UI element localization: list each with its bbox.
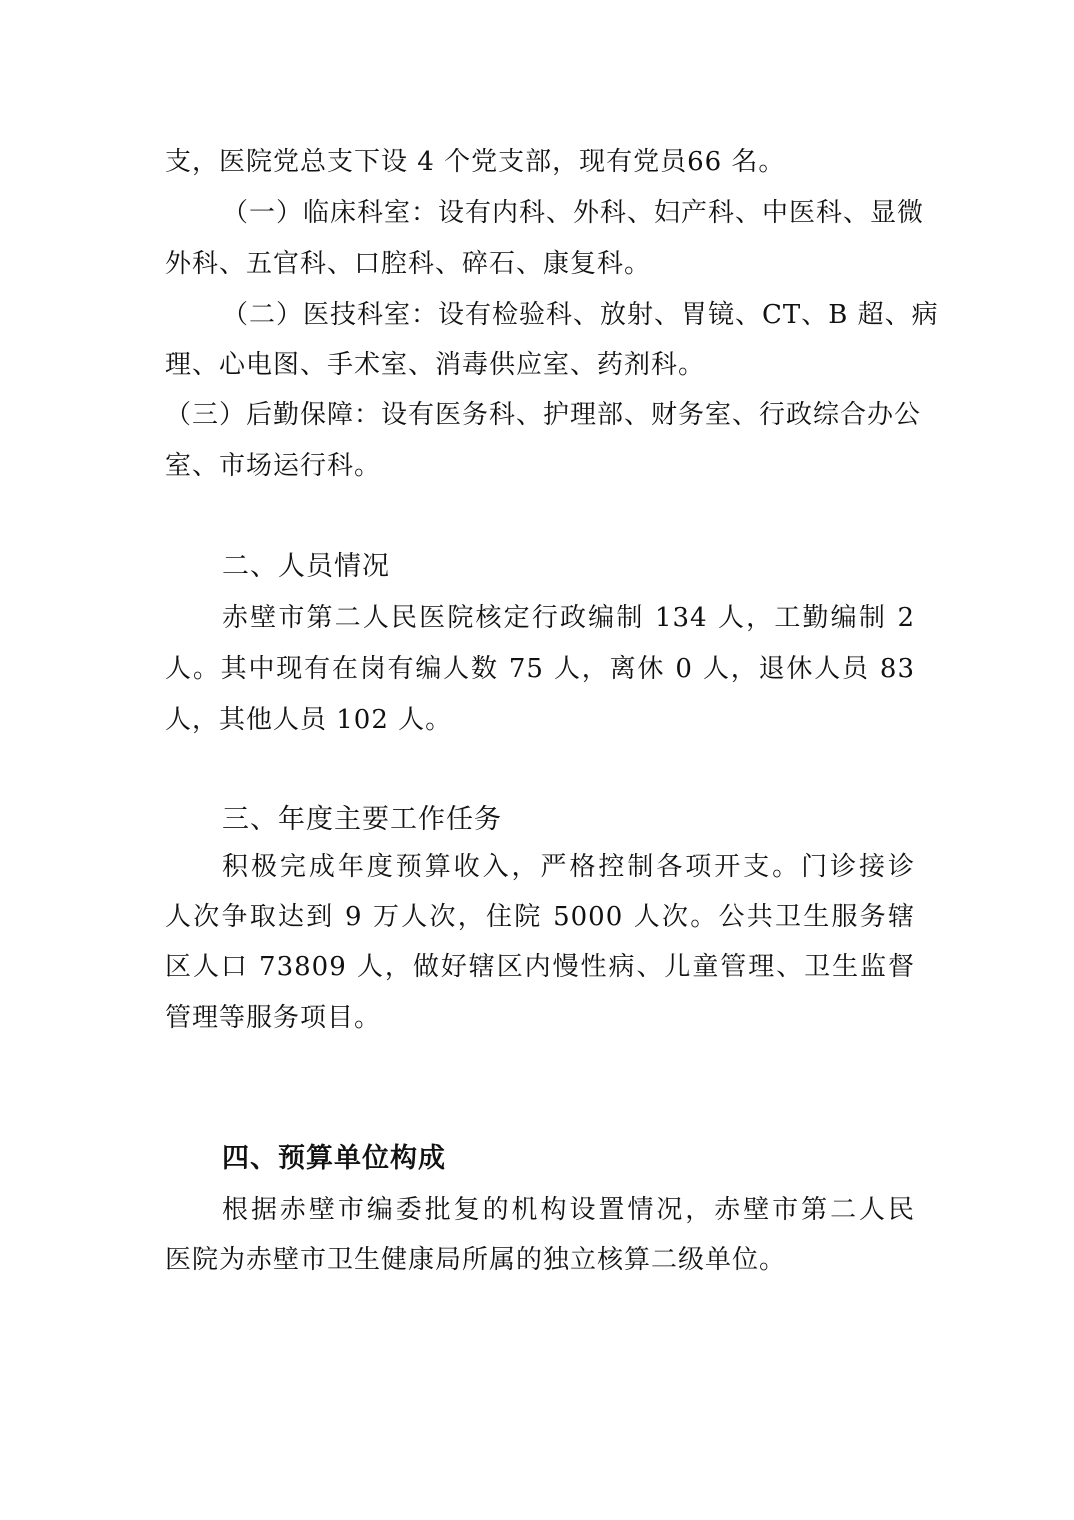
text-line-tasks-3: 区人口 73809 人，做好辖区内慢性病、儿童管理、卫生监督	[165, 952, 915, 982]
text-line-budget-1: 根据赤壁市编委批复的机构设置情况，赤壁市第二人民	[222, 1195, 915, 1225]
text-line-budget-2: 医院为赤壁市卫生健康局所属的独立核算二级单位。	[165, 1245, 787, 1275]
section-heading-annual-tasks: 三、年度主要工作任务	[222, 804, 502, 835]
text-line-personnel-2: 人。其中现有在岗有编人数 75 人，离休 0 人，退休人员 83	[165, 654, 915, 684]
text-line-tasks-2: 人次争取达到 9 万人次，住院 5000 人次。公共卫生服务辖	[165, 902, 915, 932]
text-line-personnel-3: 人，其他人员 102 人。	[165, 705, 453, 735]
text-line-clinical-1: （一）临床科室：设有内科、外科、妇产科、中医科、显微	[222, 198, 925, 228]
text-line-clinical-2: 外科、五官科、口腔科、碎石、康复科。	[165, 249, 652, 279]
text-line-party-members: 支，医院党总支下设 4 个党支部，现有党员66 名。	[165, 147, 786, 177]
text-line-medtech-2: 理、心电图、手术室、消毒供应室、药剂科。	[165, 350, 706, 380]
text-line-tasks-1: 积极完成年度预算收入，严格控制各项开支。门诊接诊	[222, 852, 915, 882]
text-line-personnel-1: 赤壁市第二人民医院核定行政编制 134 人，工勤编制 2	[222, 603, 915, 633]
section-heading-budget-units: 四、预算单位构成	[222, 1143, 446, 1174]
text-line-logistics-2: 室、市场运行科。	[165, 451, 382, 481]
text-line-tasks-4: 管理等服务项目。	[165, 1003, 382, 1033]
text-line-medtech-1: （二）医技科室：设有检验科、放射、胃镜、CT、B 超、病	[222, 300, 939, 330]
section-heading-personnel: 二、人员情况	[222, 551, 390, 582]
text-line-logistics-1: （三）后勤保障：设有医务科、护理部、财务室、行政综合办公	[165, 400, 922, 430]
